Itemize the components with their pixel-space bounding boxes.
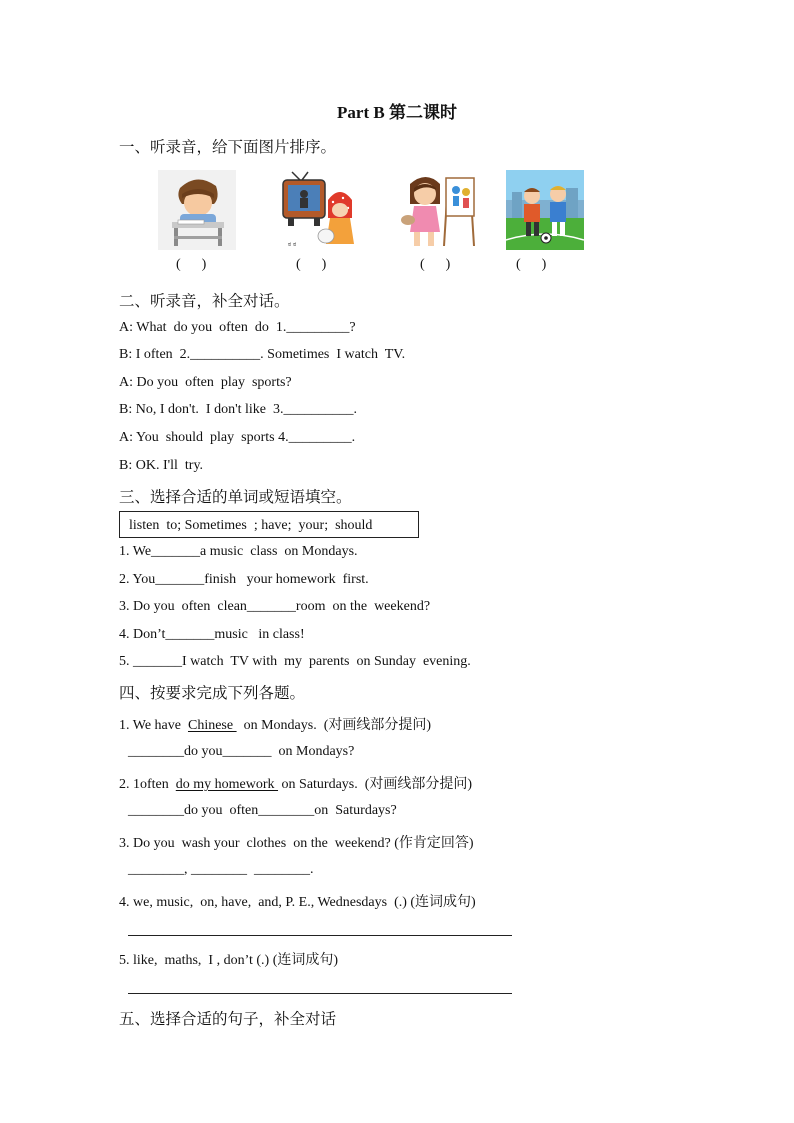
section-5-heading: 五、选择合适的句子，补全对话 <box>119 1010 337 1028</box>
dialogue-line-4: B: No, I don't. I don't like 3.__________. <box>119 402 357 417</box>
answer-line-5[interactable] <box>128 993 512 994</box>
task-question-3: 3. Do you wash your clothes on the weekend? (作肯定回答) <box>119 836 474 851</box>
task-question-1-underlined: Chinese <box>187 718 237 733</box>
task-question-5: 5. like, maths, I , don’t (.) (连词成句) <box>119 953 339 968</box>
dialogue-line-1: A: What do you often do 1._________? <box>119 320 356 335</box>
task-answer-2: ________do you often________on Saturdays? <box>128 803 397 818</box>
task-answer-3: ________, ________ ________. <box>128 862 314 877</box>
task-question-4: 4. we, music, on, have, and, P. E., Wednesdays (.) (连词成句) <box>119 895 476 910</box>
watching-tv-picture <box>280 170 358 250</box>
section-4-heading: 四、按要求完成下列各题。 <box>119 684 306 702</box>
fill-blank-1: 1. We_______a music class on Mondays. <box>119 544 358 559</box>
task-question-2-pre: 2. 1often <box>119 777 176 792</box>
answer-line-4[interactable] <box>128 935 512 936</box>
fill-blank-3: 3. Do you often clean_______room on the weekend? <box>119 599 431 614</box>
dialogue-line-2: B: I often 2.__________. Sometimes I watch TV. <box>119 347 406 362</box>
word-bank-text: listen to; Sometimes ; have; your; should <box>129 518 373 533</box>
task-question-2-underlined: do my homework <box>175 777 279 792</box>
svg-text:ಠ ಠ: ಠ ಠ <box>288 241 297 248</box>
task-question-1-post: on Mondays. (对画线部分提问) <box>236 718 432 733</box>
picture-1-answer-blank[interactable]: ( ) <box>176 257 207 272</box>
fill-blank-2: 2. You_______finish your homework first. <box>119 572 369 587</box>
picture-4-answer-blank[interactable]: ( ) <box>516 257 547 272</box>
picture-3-answer-blank[interactable]: ( ) <box>420 257 451 272</box>
section-3-heading: 三、选择合适的单词或短语填空。 <box>119 488 352 506</box>
fill-blank-4: 4. Don’t_______music in class! <box>119 627 305 642</box>
dialogue-line-3: A: Do you often play sports? <box>119 375 292 390</box>
dialogue-line-6: B: OK. I'll try. <box>119 458 204 473</box>
word-bank-box <box>119 511 419 538</box>
task-question-1-pre: 1. We have <box>119 718 188 733</box>
task-answer-1: ________do you_______ on Mondays? <box>128 744 355 759</box>
fill-blank-5: 5. _______I watch TV with my parents on Sunday evening. <box>119 654 471 669</box>
section-1-heading: 一、听录音，给下面图片排序。 <box>119 138 337 156</box>
task-question-1 <box>119 714 431 734</box>
task-question-2 <box>119 773 472 793</box>
girl-painting-picture <box>400 170 478 250</box>
section-2-heading: 二、听录音，补全对话。 <box>119 292 290 310</box>
kids-soccer-picture <box>506 170 584 250</box>
boy-homework-picture <box>158 170 236 250</box>
task-question-2-post: on Saturdays. (对画线部分提问) <box>278 777 473 792</box>
dialogue-line-5: A: You should play sports 4._________. <box>119 430 356 445</box>
page-title: Part B 第二课时 <box>337 103 457 122</box>
picture-2-answer-blank[interactable]: ( ) <box>296 257 327 272</box>
